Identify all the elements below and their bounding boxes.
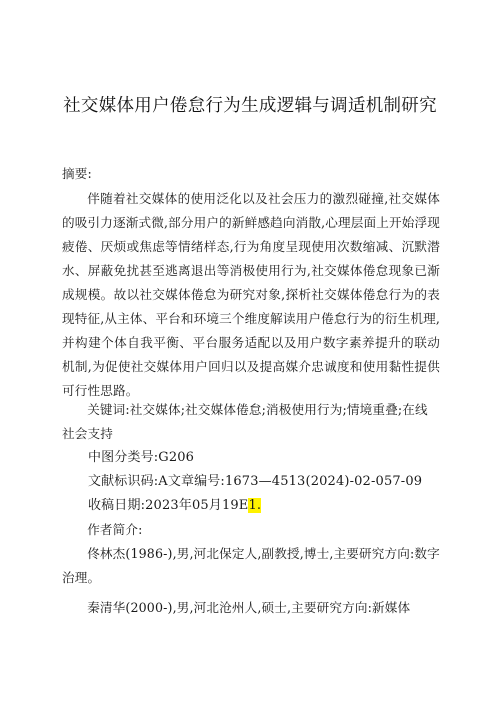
author-2: 秦清华(2000-),男,河北沧州人,硕士,主要研究方向:新媒体 bbox=[87, 600, 411, 615]
abstract-label: 摘要: bbox=[62, 166, 92, 181]
received-date bbox=[62, 494, 440, 518]
paper-title: 社交媒体用户倦怠行为生成逻辑与调适机制研究 bbox=[63, 96, 437, 116]
highlight-mark: 1. bbox=[248, 498, 262, 513]
clc-number: 中图分类号:G206 bbox=[88, 450, 195, 465]
author-intro-label: 作者简介: bbox=[87, 522, 143, 537]
keywords: 关键词:社交媒体;社交媒体倦怠;消极使用行为;情境重叠;在线社会支持 bbox=[62, 402, 428, 441]
received-date-text: 收稿日期:2023年05月19E bbox=[88, 498, 249, 513]
author-1: 佟林杰(1986-),男,河北保定人,副教授,博士,主要研究方向:数字治理。 bbox=[62, 546, 440, 585]
abstract-text: 伴随着社交媒体的使用泛化以及社会压力的激烈碰撞,社交媒体的吸引力逐渐式微,部分用户的新鲜感趋向消散,心理层面上开始浮现疲倦、厌烦或焦虑等情绪样态,行为角度呈现使用次数缩减、沉默潜水、屏蔽免扰甚至逃离退出等消极使用行为,社交媒体倦怠现象已渐成规模。故以社交媒体倦怠为研究对象,探析社交媒体倦怠行为的表现特征,从主体、平台和环境三个维度解读用户倦怠行为的衍生机理,并构建个体自我平衡、平台服务适配以及用户数字素养提升的联动机制,为促使社交媒体用户回归以及提高媒介忠诚度和使用黏性提供可行性思路。 bbox=[62, 191, 440, 398]
document-code: 文献标识码:A文章编号:1673—4513(2024)-02-057-09 bbox=[88, 474, 423, 489]
